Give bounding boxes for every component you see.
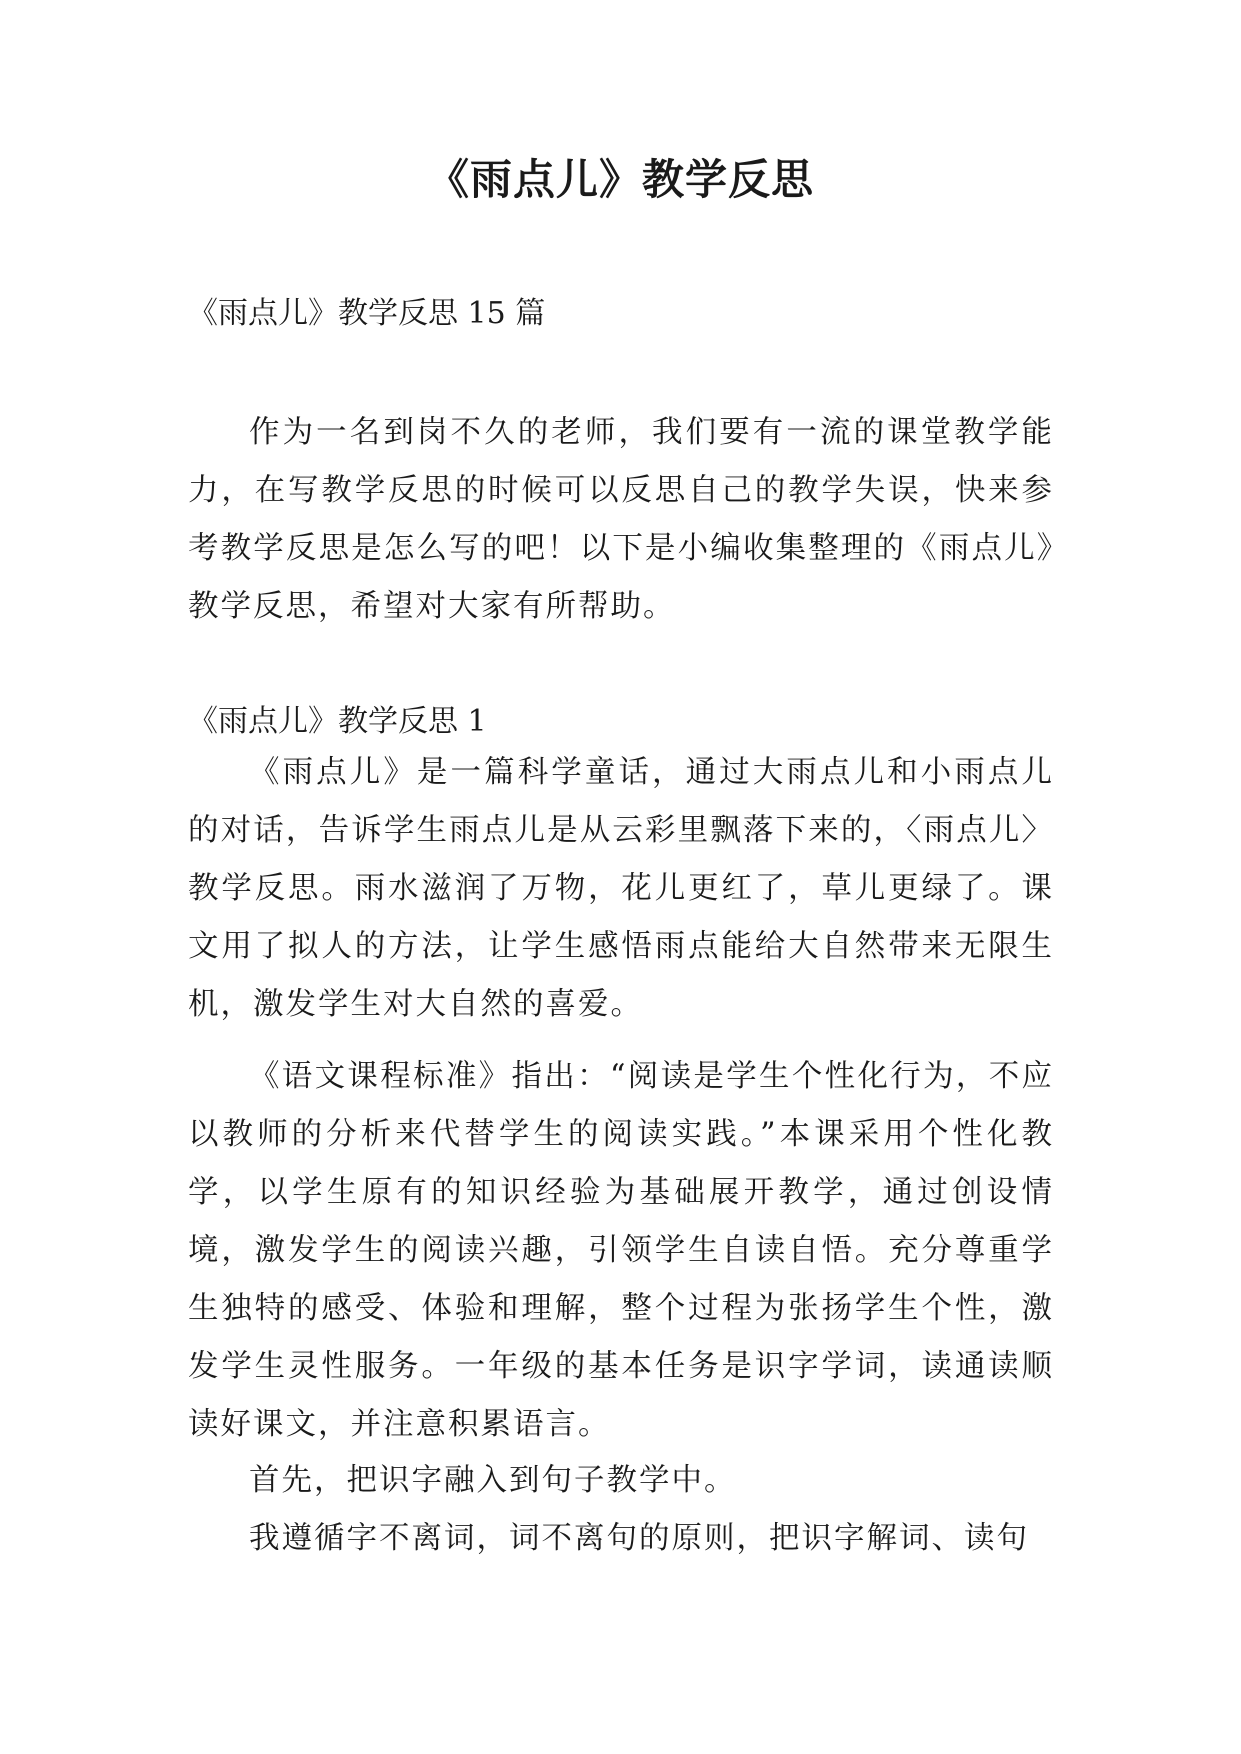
document-subtitle: 《雨点儿》教学反思 15 篇 [188, 296, 546, 331]
document-title: 《雨点儿》教学反思 [426, 155, 814, 204]
section-heading: 《雨点儿》教学反思 1 [188, 704, 487, 739]
body-paragraph: 我遵循字不离词，词不离句的原则，把识字解词、读句 [249, 1521, 1029, 1556]
intro-paragraph: 作为一名到岗不久的老师，我们要有一流的课堂教学能力，在写教学反思的时候可以反思自己的教学失误，快来参考教学反思是怎么写的吧！以下是小编收集整理的《雨点儿》教学反思，希望对大家有所帮助。 [188, 415, 1054, 624]
body-paragraph: 《语文课程标准》指出：“阅读是学生个性化行为，不应以教师的分析来代替学生的阅读实践。”本课采用个性化教学，以学生原有的知识经验为基础展开教学，通过创设情境，激发学生的阅读兴趣，引领学生自读自悟。充分尊重学生独特的感受、体验和理解，整个过程为张扬学生个性，激发学生灵性服务。一年级的基本任务是识字学词，读通读顺读好课文，并注意积累语言。 [188, 1059, 1054, 1442]
body-paragraph: 首先，把识字融入到句子教学中。 [249, 1463, 737, 1498]
body-paragraph: 《雨点儿》是一篇科学童话，通过大雨点儿和小雨点儿的对话，告诉学生雨点儿是从云彩里飘落下来的，〈雨点儿〉教学反思。雨水滋润了万物，花儿更红了，草儿更绿了。课文用了拟人的方法，让学生感悟雨点能给大自然带来无限生机，激发学生对大自然的喜爱。 [188, 755, 1054, 1022]
